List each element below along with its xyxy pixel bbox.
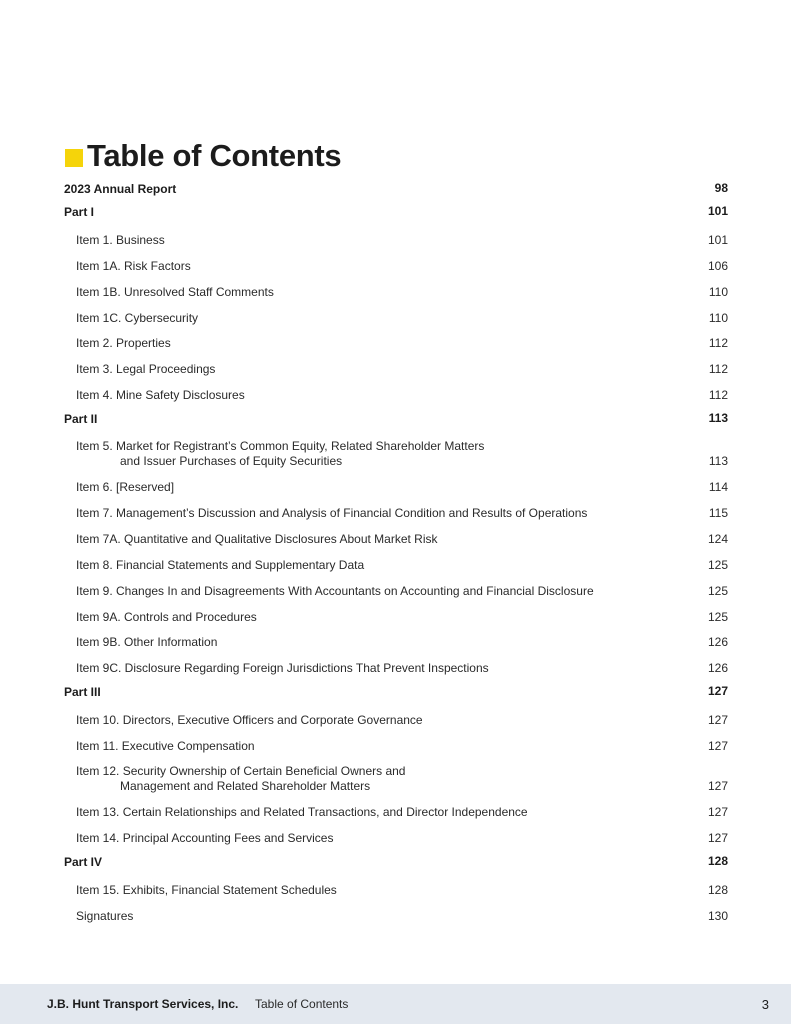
toc-item-row[interactable] [64, 702, 728, 728]
toc-entry-label-line: Item 1B. Unresolved Staff Comments [76, 284, 274, 299]
toc-entry-page-number: 127 [707, 779, 728, 794]
toc-entry-label [64, 855, 102, 869]
toc-item-row[interactable] [64, 547, 728, 573]
toc-entry-page-number: 125 [707, 609, 728, 624]
toc-item-row[interactable] [64, 820, 728, 846]
toc-entry-label-line: Item 7. Management’s Discussion and Analysis of Financial Condition and Results of Operations [76, 506, 588, 521]
toc-entry-page-number: 101 [707, 232, 728, 247]
page-footer [0, 984, 791, 1024]
toc-entry-label [76, 362, 215, 377]
toc-entry-label [76, 831, 333, 846]
toc-section-row[interactable] [64, 199, 728, 219]
toc-entry-label [76, 285, 274, 300]
toc-entry-page-number: 125 [707, 557, 728, 572]
toc-entry-label [76, 388, 245, 403]
page-title-block [65, 136, 341, 176]
toc-item-row[interactable] [64, 599, 728, 625]
toc-entry-page-number: 98 [714, 181, 728, 195]
toc-item-row[interactable] [64, 521, 728, 547]
toc-entry-label [76, 635, 217, 650]
toc-entry-page-number: 113 [708, 454, 728, 469]
toc-entry-label-line: Part III [64, 685, 101, 700]
table-of-contents [64, 176, 728, 924]
toc-entry-label [76, 233, 165, 248]
yellow-square-icon [65, 149, 83, 167]
toc-entry-label-line: Signatures [76, 908, 134, 923]
toc-section-row[interactable] [64, 679, 728, 699]
footer-company-name: J.B. Hunt Transport Services, Inc. [47, 997, 239, 1011]
toc-item-row[interactable] [64, 794, 728, 820]
toc-entry-page-number: 112 [708, 336, 728, 351]
toc-entry-label-line: Item 2. Properties [76, 336, 171, 351]
toc-item-row[interactable] [64, 650, 728, 676]
toc-entry-label [64, 182, 176, 196]
page-title: Table of Contents [87, 138, 342, 173]
toc-section-row[interactable] [64, 176, 728, 196]
toc-entry-page-number: 112 [708, 362, 728, 377]
toc-entry-page-number: 127 [707, 739, 728, 754]
toc-entry-label-line: Item 14. Principal Accounting Fees and Services [76, 830, 334, 845]
toc-entry-label [76, 764, 405, 794]
toc-entry-label [64, 685, 101, 699]
toc-entry-label-line: 2023 Annual Report [64, 182, 177, 196]
toc-entry-label [76, 739, 255, 754]
toc-entry-label [76, 336, 171, 351]
toc-item-row[interactable] [64, 728, 728, 754]
toc-entry-label-continuation: and Issuer Purchases of Equity Securities [120, 454, 343, 469]
toc-item-row[interactable] [64, 872, 728, 898]
toc-section-row[interactable] [64, 406, 728, 426]
toc-section-row[interactable] [64, 849, 728, 869]
toc-item-row[interactable] [64, 222, 728, 248]
toc-item-row[interactable] [64, 754, 728, 794]
toc-entry-page-number: 128 [707, 853, 728, 868]
toc-entry-label-line: Item 9. Changes In and Disagreements With Accountants on Accounting and Financial Disclosure [76, 583, 594, 598]
toc-entry-label-line: Item 15. Exhibits, Financial Statement Schedules [76, 882, 337, 897]
toc-entry-label [76, 661, 489, 676]
toc-item-row[interactable] [64, 248, 728, 274]
toc-entry-page-number: 127 [707, 684, 728, 699]
toc-entry-label [76, 311, 198, 326]
toc-entry-label-line: Item 1. Business [76, 232, 165, 247]
toc-entry-page-number: 124 [707, 531, 728, 546]
toc-entry-label-line: Item 1A. Risk Factors [76, 258, 191, 273]
toc-entry-label-line: Item 13. Certain Relationships and Related Transactions, and Director Independence [76, 805, 528, 820]
toc-entry-label-line: Item 5. Market for Registrant’s Common Equity, Related Shareholder Matters [76, 439, 485, 454]
toc-item-row[interactable] [64, 274, 728, 300]
toc-entry-label-line: Item 12. Security Ownership of Certain Beneficial Owners and [76, 764, 406, 779]
toc-entry-label [76, 259, 191, 274]
toc-entry-label [76, 584, 594, 599]
toc-entry-page-number: 127 [707, 805, 728, 820]
toc-entry-page-number: 128 [707, 882, 728, 897]
toc-entry-label-line: Item 6. [Reserved] [76, 480, 175, 495]
toc-entry-label-line: Item 1C. Cybersecurity [76, 310, 199, 325]
toc-entry-label-line: Item 10. Directors, Executive Officers and Corporate Governance [76, 713, 423, 728]
toc-entry-page-number: 112 [708, 388, 728, 403]
toc-entry-page-number: 101 [707, 204, 728, 218]
toc-entry-page-number: 127 [707, 713, 728, 728]
toc-entry-label-line: Item 11. Executive Compensation [76, 739, 255, 754]
toc-entry-label [76, 506, 587, 521]
toc-entry-label [64, 412, 97, 426]
toc-entry-label-line: Part IV [64, 854, 103, 869]
toc-entry-page-number: 106 [707, 258, 728, 273]
footer-section-name: Table of Contents [255, 997, 349, 1011]
toc-entry-label [76, 805, 528, 820]
toc-entry-label [76, 883, 337, 898]
toc-entry-page-number: 110 [708, 284, 728, 299]
toc-entry-page-number: 126 [707, 661, 728, 676]
toc-item-row[interactable] [64, 469, 728, 495]
toc-entry-label-line: Item 7A. Quantitative and Qualitative Disclosures About Market Risk [76, 531, 438, 546]
toc-item-row[interactable] [64, 898, 728, 924]
toc-entry-page-number: 125 [707, 583, 728, 598]
toc-entry-label-line: Item 9B. Other Information [76, 635, 218, 650]
toc-entry-label [76, 558, 364, 573]
toc-entry-label-continuation: Management and Related Shareholder Matters [120, 779, 371, 794]
toc-entry-label-line: Item 9C. Disclosure Regarding Foreign Jurisdictions That Prevent Inspections [76, 661, 489, 676]
toc-entry-label [64, 205, 94, 219]
toc-item-row[interactable] [64, 300, 728, 326]
toc-entry-label-line: Part II [64, 412, 98, 427]
toc-entry-label-line: Item 9A. Controls and Procedures [76, 609, 257, 624]
toc-entry-label [76, 610, 257, 625]
toc-entry-label-line: Item 4. Mine Safety Disclosures [76, 388, 245, 403]
toc-entry-page-number: 126 [707, 635, 728, 650]
toc-entry-page-number: 113 [708, 411, 728, 426]
toc-entry-label [76, 909, 133, 924]
toc-entry-page-number: 114 [708, 480, 728, 495]
toc-item-row[interactable] [64, 429, 728, 469]
toc-item-row[interactable] [64, 377, 728, 403]
toc-entry-label [76, 480, 174, 495]
toc-item-row[interactable] [64, 351, 728, 377]
toc-entry-page-number: 130 [707, 908, 728, 923]
toc-entry-label-line: Item 3. Legal Proceedings [76, 362, 216, 377]
toc-entry-page-number: 110 [708, 310, 728, 325]
toc-entry-label-line: Part I [64, 205, 95, 219]
footer-page-number: 3 [761, 996, 769, 1012]
toc-item-row[interactable] [64, 495, 728, 521]
toc-item-row[interactable] [64, 573, 728, 599]
toc-entry-label [76, 439, 484, 469]
toc-entry-page-number: 127 [707, 830, 728, 845]
toc-entry-label-line: Item 8. Financial Statements and Supplementary Data [76, 557, 365, 572]
toc-entry-page-number: 115 [708, 506, 728, 521]
toc-entry-label [76, 713, 423, 728]
toc-entry-label [76, 532, 438, 547]
toc-item-row[interactable] [64, 326, 728, 352]
toc-item-row[interactable] [64, 625, 728, 651]
